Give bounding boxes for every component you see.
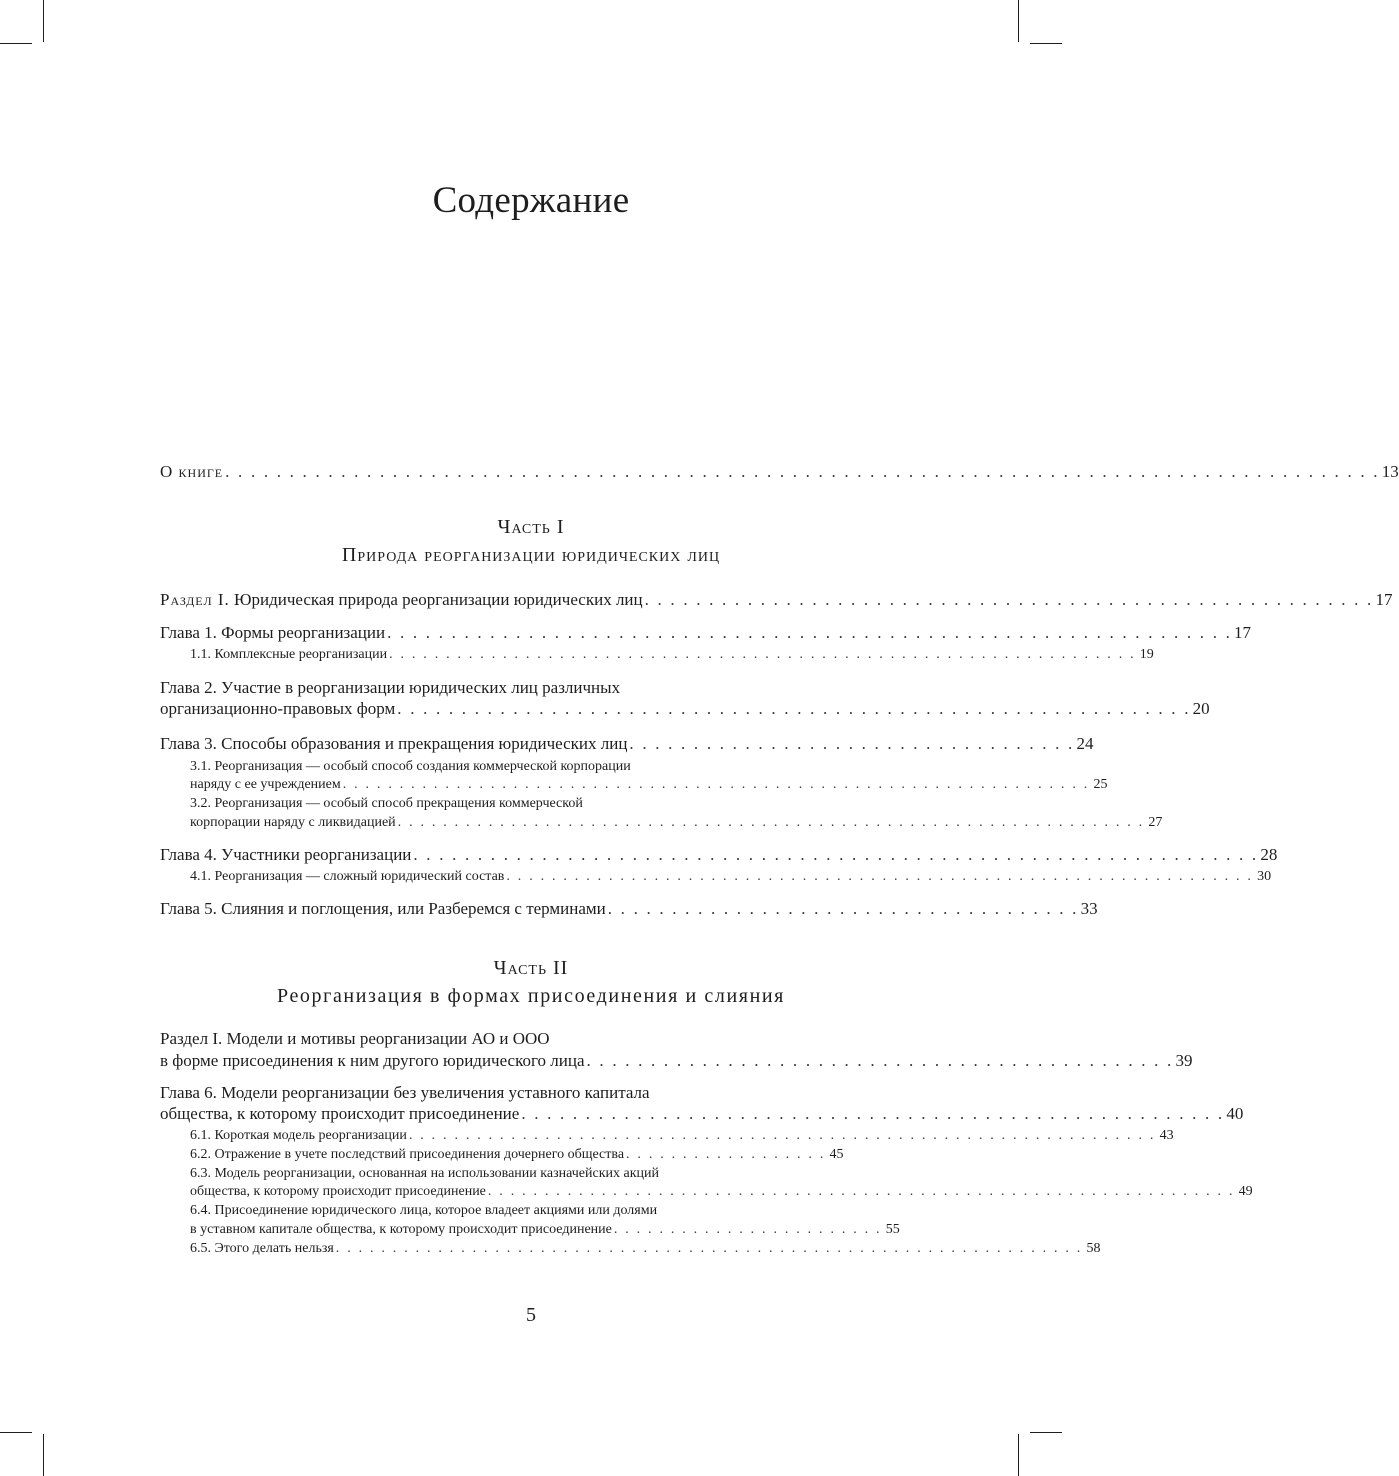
crop-mark — [1030, 43, 1062, 44]
leader-dots: . . . . . . . . . . . . . . . . . . . . . . . . . . . . . . . . . . . . . . . . . . . . . . . . . . . . . . . . . . . . . . . . . . . . . . . . . . . . . . . . . . . . . . . . . . — [225, 462, 1380, 481]
toc-subentry[interactable] — [190, 813, 1163, 832]
toc-chapter-entry[interactable] — [160, 622, 1252, 644]
toc-entry-label: Юридическая природа реорганизации юридических лиц — [234, 590, 643, 609]
toc-entry-label: общества, к которому происходит присоединение — [160, 1104, 520, 1123]
toc-page-number: 13 — [1381, 462, 1399, 481]
toc-page-number: 30 — [1257, 869, 1272, 884]
toc-entry-label: организационно-правовых форм — [160, 699, 396, 718]
toc-subentry[interactable] — [190, 1182, 1253, 1201]
toc-page-number: 17 — [1234, 623, 1252, 642]
toc-entry-label: в уставном капитале общества, к которому происходит присоединение — [190, 1222, 612, 1237]
toc-entry-label: Глава 5. Слияния и поглощения, или Разберемся с терминами — [160, 899, 606, 918]
page-number: 5 — [526, 1304, 536, 1326]
leader-dots: . . . . . . . . . . . . . . . . . . . . . . . . . . . . . . . . . . . . . . . . . . . . . . . . . . . . . . . . . . . . . . — [397, 699, 1191, 718]
toc-entry-line: 6.4. Присоединение юридического лица, которое владеет акциями или долями — [190, 1203, 658, 1218]
crop-mark — [0, 1432, 32, 1433]
crop-mark — [1030, 1432, 1062, 1433]
toc-entry-label: Глава 1. Формы реорганизации — [160, 623, 386, 642]
table-of-contents — [160, 0, 1399, 1476]
toc-entry-label: Глава 3. Способы образования и прекращения юридических лиц — [160, 734, 628, 753]
toc-page-number: 55 — [885, 1222, 900, 1237]
toc-page-number: 45 — [829, 1147, 844, 1162]
toc-chapter-entry[interactable] — [160, 1103, 1244, 1125]
leader-dots: . . . . . . . . . . . . . . . . . . . . . . . . — [613, 1222, 882, 1237]
crop-mark — [43, 1434, 44, 1476]
toc-entry-label: наряду с ее учреждением — [190, 777, 341, 792]
toc-entry-label: 1.1. Комплексные реорганизации — [190, 647, 388, 662]
toc-entry-line: Глава 6. Модели реорганизации без увеличения уставного капитала — [160, 1083, 650, 1102]
toc-entry-line: Раздел I. Модели и мотивы реорганизации АО и ООО — [160, 1029, 550, 1048]
toc-page-number: 39 — [1175, 1051, 1193, 1070]
part-label: Часть II — [493, 957, 569, 979]
toc-entry-label: 6.2. Отражение в учете последствий присоединения дочернего общества — [190, 1147, 625, 1162]
toc-page-number: 17 — [1375, 590, 1393, 609]
toc-entry-label: 6.1. Короткая модель реорганизации — [190, 1128, 407, 1143]
toc-entry-label: общества, к которому происходит присоединение — [190, 1184, 486, 1199]
toc-chapter-entry[interactable] — [160, 733, 1094, 755]
leader-dots: . . . . . . . . . . . . . . . . . . — [626, 1147, 826, 1162]
part-title: Реорганизация в формах присоединения и слияния — [277, 985, 785, 1007]
toc-page-number: 19 — [1139, 647, 1154, 662]
toc-chapter-entry[interactable] — [160, 698, 1210, 720]
toc-page-number: 40 — [1226, 1104, 1244, 1123]
toc-subentry[interactable] — [190, 1145, 844, 1164]
toc-page-number: 28 — [1260, 845, 1278, 864]
toc-entry-about[interactable] — [160, 461, 1399, 483]
leader-dots: . . . . . . . . . . . . . . . . . . . . . . . . . . . . . . . . . . . . . . . . . . . . . . . . . . . . . . . . . . . . . . . . . . — [413, 845, 1259, 864]
leader-dots: . . . . . . . . . . . . . . . . . . . . . . . . . . . . . . . . . . . . . . . . . . . . . . . . . . . . . . . — [521, 1104, 1225, 1123]
toc-subentry[interactable] — [190, 867, 1272, 886]
crop-mark — [1018, 0, 1019, 42]
part-title: Природа реорганизации юридических лиц — [341, 544, 721, 566]
toc-page-number: 43 — [1159, 1128, 1174, 1143]
toc-page-number: 58 — [1086, 1241, 1101, 1256]
toc-entry-label: О книге — [160, 462, 224, 481]
leader-dots: . . . . . . . . . . . . . . . . . . . . . . . . . . . . . . . . . . . . . . . . . . . . . . . . . . . . . . . . . — [644, 590, 1374, 609]
toc-entry-label: корпорации наряду с ликвидацией — [190, 815, 396, 830]
toc-entry-label: в форме присоединения к ним другого юридического лица — [160, 1051, 585, 1070]
toc-page-number: 20 — [1192, 699, 1210, 718]
leader-dots: . . . . . . . . . . . . . . . . . . . . . . . . . . . . . . . . . . . . . . . . . . . . . . — [586, 1051, 1174, 1070]
leader-dots: . . . . . . . . . . . . . . . . . . . . . . . . . . . . . . . . . . . . . . . . . . . . . . . . . . . . . . . . . . . . . . . . . . — [487, 1184, 1235, 1199]
page-title: Содержание — [432, 180, 630, 221]
toc-subentry[interactable] — [190, 1126, 1174, 1145]
toc-chapter-entry[interactable] — [160, 898, 1098, 920]
toc-subentry[interactable] — [190, 775, 1108, 794]
leader-dots: . . . . . . . . . . . . . . . . . . . . . . . . . . . . . . . . . . . . . . . . . . . . . . . . . . . . . . . . . . . . . . . . . . — [506, 869, 1254, 884]
part-label: Часть I — [497, 516, 565, 538]
leader-dots: . . . . . . . . . . . . . . . . . . . . . . . . . . . . . . . . . . . . . . . . . . . . . . . . . . . . . . . . . . . . . . . . . . — [408, 1128, 1156, 1143]
leader-dots: . . . . . . . . . . . . . . . . . . . . . . . . . . . . . . . . . . . . . . . . . . . . . . . . . . . . . . . . . . . . . . . . . . — [389, 647, 1136, 662]
toc-entry-label: 4.1. Реорганизация — сложный юридический состав — [190, 869, 505, 884]
section-prefix: Раздел I. — [160, 590, 230, 609]
toc-subentry[interactable] — [190, 1239, 1101, 1258]
toc-subentry[interactable] — [190, 1220, 900, 1239]
toc-entry-line: 3.1. Реорганизация — особый способ создания коммерческой корпорации — [190, 759, 631, 774]
toc-entry-line: Глава 2. Участие в реорганизации юридических лиц различных — [160, 678, 621, 697]
toc-page-number: 25 — [1093, 777, 1108, 792]
toc-page-number: 49 — [1238, 1184, 1253, 1199]
toc-section-entry[interactable] — [160, 589, 1393, 611]
toc-entry-line: 6.3. Модель реорганизации, основанная на использовании казначейских акций — [190, 1166, 659, 1181]
toc-section-entry[interactable] — [160, 1050, 1193, 1072]
leader-dots: . . . . . . . . . . . . . . . . . . . . . . . . . . . . . . . . . . . . . . . . . . . . . . . . . . . . . . . . . . . . . . . . . . — [335, 1241, 1083, 1256]
toc-subentry[interactable] — [190, 645, 1154, 664]
toc-page-number: 24 — [1076, 734, 1094, 753]
leader-dots: . . . . . . . . . . . . . . . . . . . . . . . . . . . . . . . . . . . . . . . . . . . . . . . . . . . . . . . . . . . . . . . . . . — [387, 623, 1233, 642]
crop-mark — [0, 43, 32, 44]
toc-page-number: 27 — [1148, 815, 1163, 830]
crop-mark — [1018, 1434, 1019, 1476]
toc-entry-line: 3.2. Реорганизация — особый способ прекращения коммерческой — [190, 796, 583, 811]
leader-dots: . . . . . . . . . . . . . . . . . . . . . . . . . . . . . . . . . . . . . . . . . . . . . . . . . . . . . . . . . . . . . . . . . . — [342, 777, 1090, 792]
toc-chapter-entry[interactable] — [160, 844, 1278, 866]
leader-dots: . . . . . . . . . . . . . . . . . . . . . . . . . . . . . . . . . . . . . . . . . . . . . . . . . . . . . . . . . . . . . . . . . . — [397, 815, 1145, 830]
crop-mark — [43, 0, 44, 42]
toc-page-number: 33 — [1080, 899, 1098, 918]
toc-entry-label: Глава 4. Участники реорганизации — [160, 845, 412, 864]
leader-dots: . . . . . . . . . . . . . . . . . . . . . . . . . . . . . . . . . . . — [629, 734, 1075, 753]
toc-entry-label: 6.5. Этого делать нельзя — [190, 1241, 334, 1256]
leader-dots: . . . . . . . . . . . . . . . . . . . . . . . . . . . . . . . . . . . . . — [607, 899, 1079, 918]
